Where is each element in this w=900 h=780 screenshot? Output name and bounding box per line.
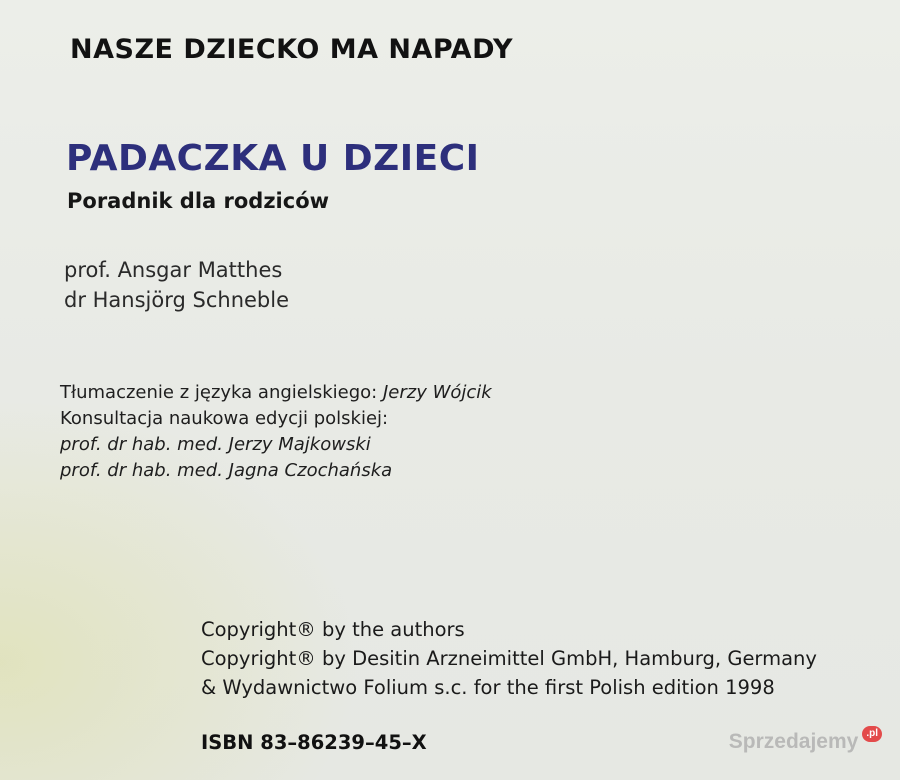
author-line: prof. Ansgar Matthes [64,258,283,282]
watermark-text: Sprzedajemy [728,730,859,753]
translation-line [60,380,492,406]
authors-block [64,255,289,315]
consultant-name: prof. dr hab. med. Jerzy Majkowski [60,434,371,455]
isbn-number: ISBN 83–86239–45–X [201,731,427,754]
copyright-line: Copyright® by Desitin Arzneimittel GmbH, Hamburg, Germany [201,647,817,670]
watermark-logo [729,730,882,754]
book-subtitle: Poradnik dla rodziców [67,189,330,213]
translator-name: Jerzy Wójcik [382,382,492,403]
author-line: dr Hansjörg Schneble [64,288,290,312]
consultation-label: Konsultacja naukowa edycji polskiej: [60,408,389,429]
series-title: NASZE DZIECKO MA NAPADY [70,34,514,65]
watermark-badge: .pl [862,726,882,742]
credits-block [60,380,492,484]
consultant-name: prof. dr hab. med. Jagna Czochańska [60,460,393,481]
copyright-block [201,615,817,702]
translation-label: Tłumaczenie z języka angielskiego: [60,382,383,403]
copyright-line: & Wydawnictwo Folium s.c. for the first Polish edition 1998 [201,676,775,699]
book-title: PADACZKA U DZIECI [66,138,480,179]
copyright-line: Copyright® by the authors [201,618,465,641]
